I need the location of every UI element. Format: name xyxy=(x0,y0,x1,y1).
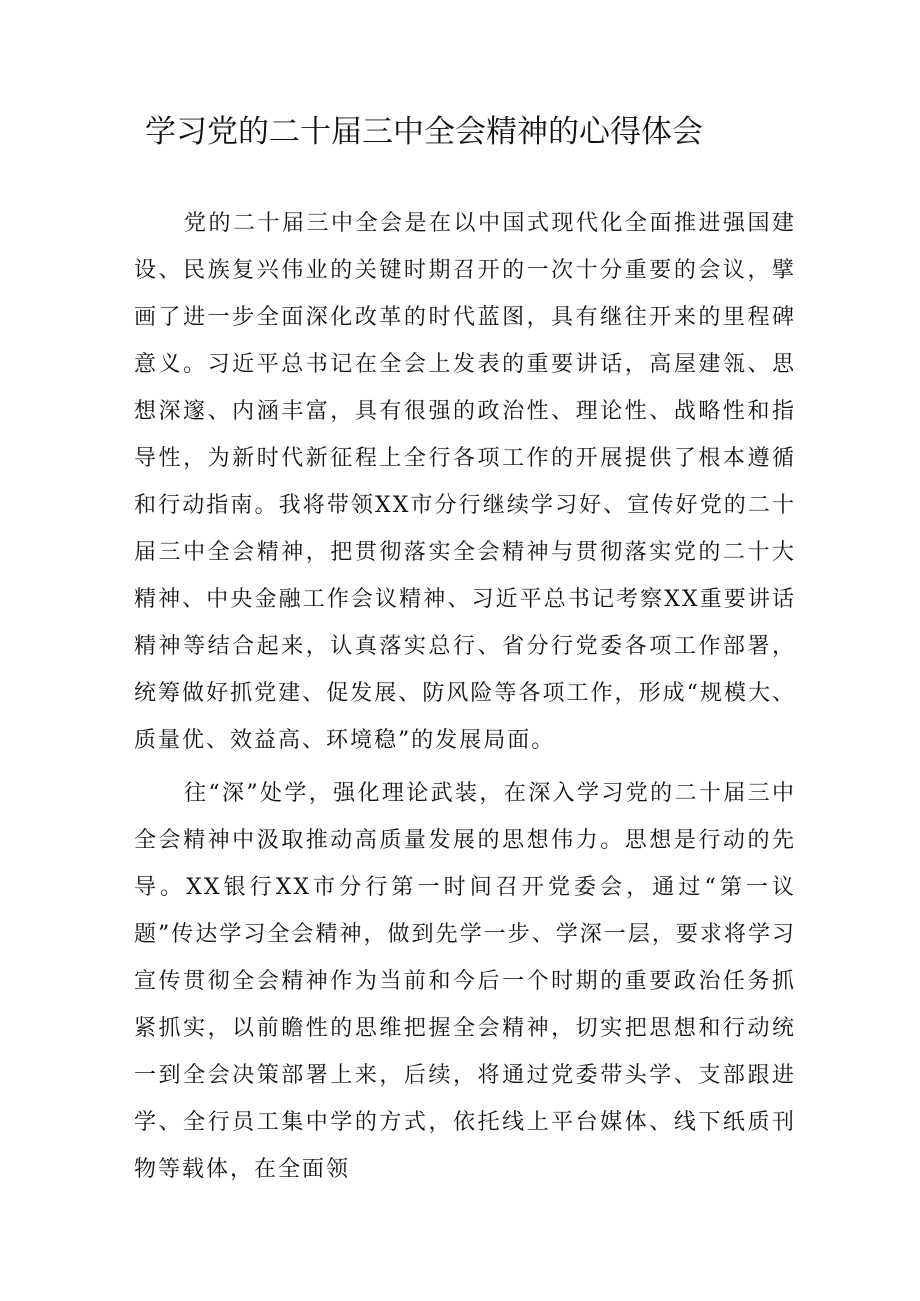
document-title: 学习党的二十届三中全会精神的心得体会 xyxy=(145,114,703,150)
paragraph-2: 往“深”处学，强化理论武装，在深入学习党的二十届三中全会精神中汲取推动高质量发展的思想伟力。思想是行动的先导。XX银行XX市分行第一时间召开党委会，通过“第一议题”传达学习全会精神，做到先学一步、学深一层，要求将学习宣传贯彻全会精神作为当前和今后一个时期的重要政治任务抓紧抓实，以前瞻性的思维把握全会精神，切实把思想和行动统一到全会决策部署上来，后续，将通过党委带头学、支部跟进学、全行员工集中学的方式，依托线上平台媒体、线下纸质刊物等载体，在全面领 xyxy=(134,781,796,1182)
document-body xyxy=(134,200,796,1193)
paragraph-1: 党的二十届三中全会是在以中国式现代化全面推进强国建设、民族复兴伟业的关键时期召开的一次十分重要的会议，擘画了进一步全面深化改革的时代蓝图，具有继往开来的里程碑意义。习近平总书记在全会上发表的重要讲话，高屋建瓴、思想深邃、内涵丰富，具有很强的政治性、理论性、战略性和指导性，为新时代新征程上全行各项工作的开展提供了根本遵循和行动指南。我将带领XX市分行继续学习好、宣传好党的二十届三中全会精神，把贯彻落实全会精神与贯彻落实党的二十大精神、中央金融工作会议精神、习近平总书记考察XX重要讲话精神等结合起来，认真落实总行、省分行党委各项工作部署，统筹做好抓党建、促发展、防风险等各项工作，形成“规模大、质量优、效益高、环境稳”的发展局面。 xyxy=(134,211,796,753)
